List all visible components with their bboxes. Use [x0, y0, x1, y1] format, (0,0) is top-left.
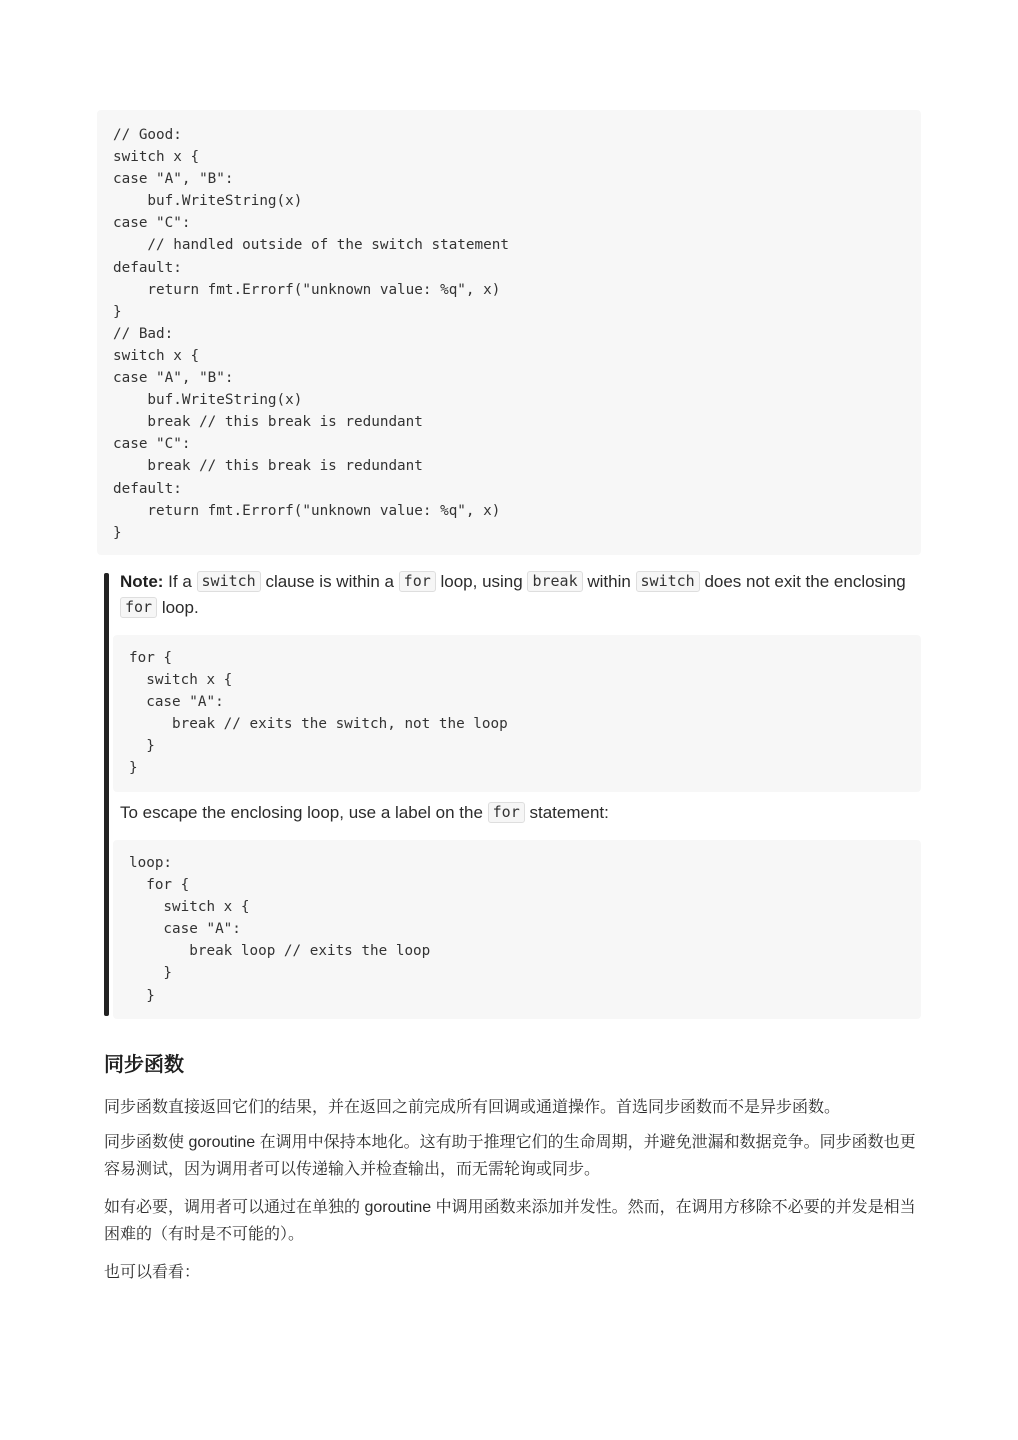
note-paragraph [120, 569, 920, 621]
inline-code-break: break [527, 571, 582, 592]
section-heading: 同步函数 [104, 1054, 184, 1076]
blockquote-bar [104, 573, 109, 1016]
inline-code-for: for [399, 571, 436, 592]
note-text-1: If a [163, 572, 197, 591]
code-block-break-switch: for { switch x { case "A": break // exits the switch, not the loop } } [113, 635, 921, 792]
inline-code-switch: switch [197, 571, 261, 592]
paragraph-see-also: 也可以看看： [104, 1264, 201, 1281]
note-text-3: loop, using [435, 572, 528, 591]
note-text-6: loop. [157, 598, 199, 617]
inline-code-for: for [120, 597, 157, 618]
escape-text-1: To escape the enclosing loop, use a label on the [120, 803, 488, 822]
inline-code-switch: switch [636, 571, 700, 592]
escape-loop-paragraph [120, 800, 920, 826]
note-text-5: does not exit the enclosing [699, 572, 906, 591]
code-block-labeled-break: loop: for { switch x { case "A": break loop // exits the loop } } [113, 840, 921, 1019]
inline-code-for: for [488, 802, 525, 823]
escape-text-2: statement: [524, 803, 609, 822]
paragraph-sync-return: 同步函数直接返回它们的结果，并在返回之前完成所有回调或通道操作。首选同步函数而不是异步函数。 [104, 1099, 841, 1116]
note-text-4: within [582, 572, 636, 591]
paragraph-sync-local: 同步函数使 goroutine 在调用中保持本地化。这有助于推理它们的生命周期，并避免泄漏和数据竞争。同步函数也更容易测试，因为调用者可以传递输入并检查输出，而无需轮询或同步。 [104, 1134, 916, 1178]
code-block-switch-good-bad: // Good: switch x { case "A", "B": buf.WriteString(x) case "C": // handled outside of the switch statement default: return fmt.Errorf("unknown value: %q", x) } // Bad: switch x { case "A", "B": buf.WriteString(x) break // this break is redundant case "C": break // this break is redundant default: return fmt.Errorf("unknown value: %q", x) } [97, 110, 921, 555]
paragraph-concurrency: 如有必要，调用者可以通过在单独的 goroutine 中调用函数来添加并发性。然而，在调用方移除不必要的并发是相当困难的（有时是不可能的）。 [104, 1199, 916, 1243]
note-text-2: clause is within a [260, 572, 399, 591]
note-label: Note: [120, 572, 164, 591]
